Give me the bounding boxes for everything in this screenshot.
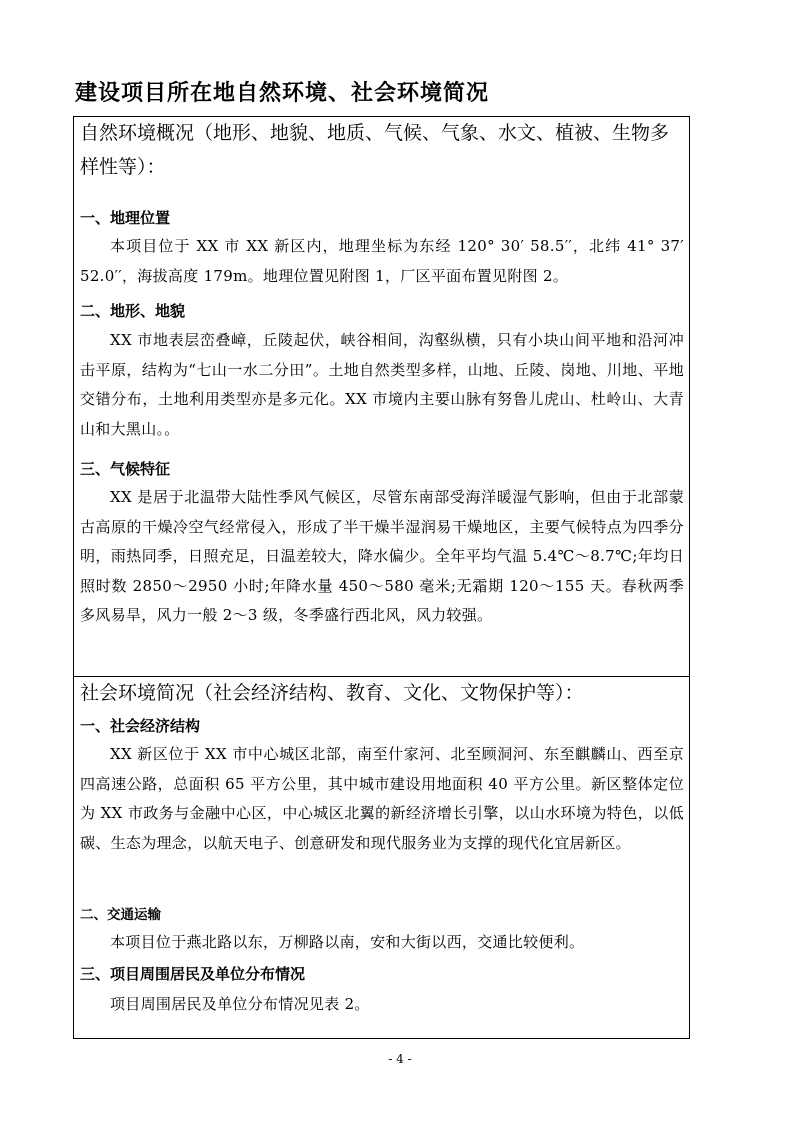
social-environment-heading: 社会环境简况（社会经济结构、教育、文化、文物保护等）：	[80, 682, 584, 704]
climate-text: XX 是居于北温带大陆性季风气候区，尽管东南部受海洋暖湿气影响，但由于北部蒙古高原的干燥冷空气经常侵入，形成了半干燥半湿润易干燥地区，主要气候特点为四季分明，雨热同季，日照充足，日温差较大，降水偏少。全年平均气温 5.4℃～8.7℃;年均日照时数 2850～2950 小时;年降水量 450～580 毫米;无霜期 120～155 天。春秋两季多风易旱，风力一般 2～3 级，冬季盛行西北风，风力较强。	[80, 488, 684, 624]
natural-environment-heading: 自然环境概况（地形、地貌、地质、气候、气象、水文、植被、生物多样性等）：	[80, 122, 670, 178]
geo-location-text: 本项目位于 XX 市 XX 新区内，地理坐标为东经 120° 30′ 58.5′′，北纬 41° 37′ 52.0′′，海拔高度 179m。地理位置见附图 1，厂区平面布置见附图 2。	[80, 237, 684, 285]
page-number: - 4 -	[388, 1052, 412, 1066]
residents-text: 项目周围居民及单位分布情况见表 2。	[110, 995, 370, 1013]
terrain-heading: 二、地形、地貌	[80, 302, 186, 320]
transport-text: 本项目位于燕北路以东，万柳路以南，安和大街以西，交通比较便利。	[110, 933, 585, 951]
page-title: 建设项目所在地自然环境、社会环境简况	[75, 81, 490, 106]
terrain-text: XX 市地表层峦叠嶂，丘陵起伏，峡谷相间，沟壑纵横，只有小块山间平地和沿河冲击平原，结构为“七山一水二分田”。土地自然类型多样，山地、丘陵、岗地、川地、平地交错分布，土地利用类型亦是多元化。XX 市境内主要山脉有努鲁儿虎山、杜岭山、大青山和大黑山。。	[80, 331, 684, 438]
transport-heading: 二、交通运输	[80, 907, 161, 923]
residents-heading: 三、项目周围居民及单位分布情况	[80, 965, 306, 983]
geo-location-heading: 一、地理位置	[80, 209, 171, 227]
economy-text: XX 新区位于 XX 市中心城区北部，南至什家河、北至顾洞河、东至麒麟山、西至京四高速公路，总面积 65 平方公里，其中城市建设用地面积 40 平方公里。新区整体定位为 XX 市政务与金融中心区，中心城区北翼的新经济增长引擎，以山水环境为特色，以低碳、生态为理念，以航天电子、创意研发和现代服务业为支撑的现代化宜居新区。	[80, 745, 684, 852]
climate-heading: 三、气候特征	[80, 460, 171, 478]
economy-heading: 一、社会经济结构	[80, 717, 201, 735]
